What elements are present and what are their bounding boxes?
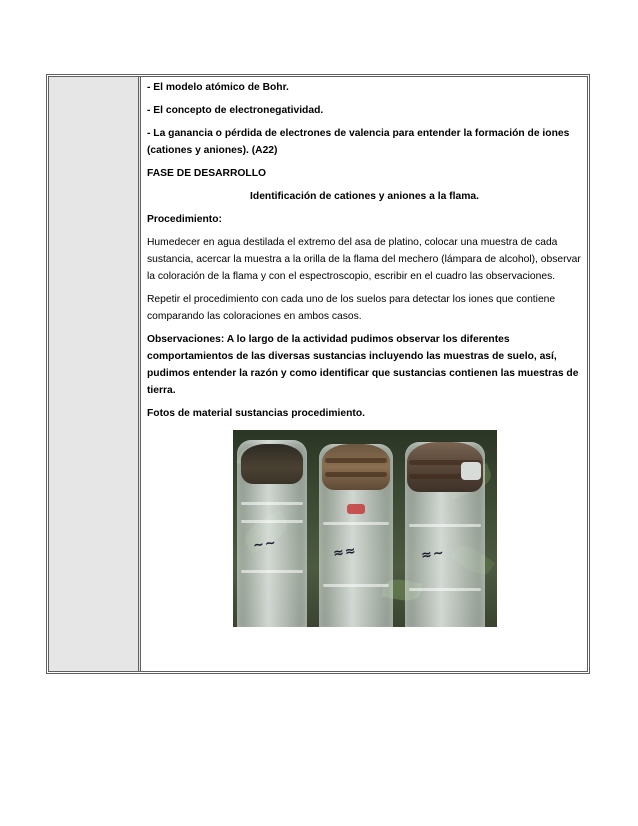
bottle-ring [241, 520, 303, 523]
bottle-ring [323, 584, 389, 587]
photos-caption: Fotos de material sustancias procedimiento. [147, 408, 366, 419]
soil-sample-dark [241, 444, 303, 484]
electronegativity-line: - El concepto de electronegatividad. [147, 105, 324, 116]
procedure-text: Humedecer en agua destilada el extremo del asa de platino, colocar una muestra de cada sustancia, acercar la muestra a la orilla de la flama del mechero (lámpara de alcohol), observar la coloración de la flama y con el espectroscopio, escribir en el cuadro las observaciones. [147, 237, 581, 282]
document-table [46, 74, 590, 674]
handwritten-label: ~~ [251, 535, 278, 554]
bottle-ring [323, 522, 389, 525]
bottle-2 [319, 444, 393, 627]
red-label-mark [347, 504, 365, 514]
photo-container [147, 430, 582, 627]
table-content-cell [141, 77, 587, 671]
handwritten-label: ≈~ [419, 545, 446, 564]
bottle-1 [237, 440, 307, 627]
bottle-cap [461, 462, 481, 480]
soil-layer [325, 472, 387, 477]
valence-electrons-line: - La ganancia o pérdida de electrones de valencia para entender la formación de iones (cationes y aniones). (A22) [147, 128, 570, 156]
soil-sample-brown [322, 444, 390, 490]
procedure-label: Procedimiento: [147, 214, 222, 225]
table-left-cell [49, 77, 141, 671]
bottle-3 [405, 442, 485, 627]
soil-layer [325, 458, 387, 463]
observations-text: Observaciones: A lo largo de la actividad pudimos observar los diferentes comportamientos de las diversas sustancias incluyendo las muestras de suelo, así, pudimos entender la razón y como identificar que sustancias contienen las muestras de tierra. [147, 334, 579, 396]
bottle-ring [409, 524, 481, 527]
phase-heading: FASE DE DESARROLLO [147, 168, 266, 179]
bottle-ring [241, 570, 303, 573]
bottle-ring [409, 588, 481, 591]
activity-title: Identificación de cationes y aniones a la flama. [250, 191, 479, 202]
soil-samples-photo [233, 430, 497, 627]
handwritten-label: ≈≈ [331, 543, 358, 562]
bohr-model-line: - El modelo atómico de Bohr. [147, 82, 289, 93]
bottle-ring [241, 502, 303, 505]
repeat-procedure-text: Repetir el procedimiento con cada uno de los suelos para detectar los iones que contiene comparando las coloraciones en ambos casos. [147, 294, 556, 322]
